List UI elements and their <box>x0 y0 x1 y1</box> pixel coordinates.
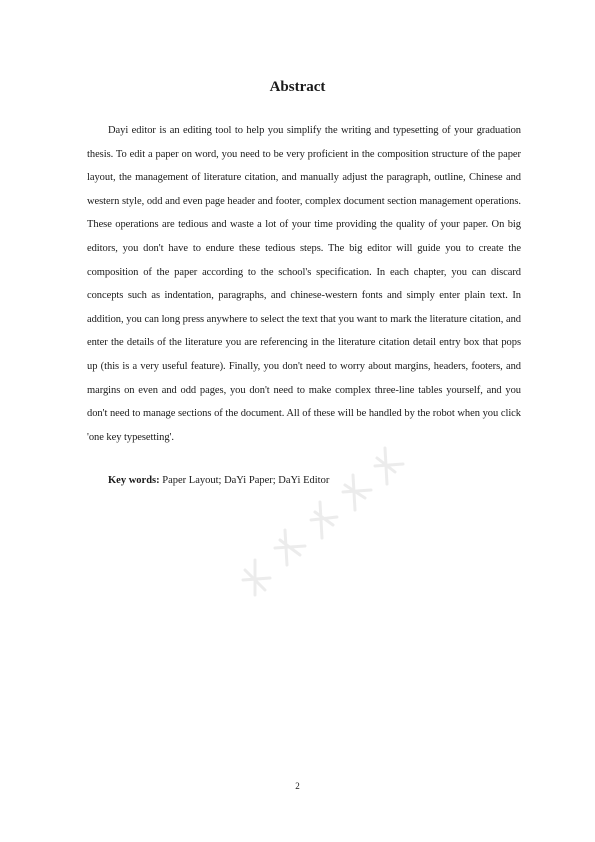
page-number: 2 <box>295 781 300 791</box>
keywords-value: Paper Layout; DaYi Paper; DaYi Editor <box>159 475 330 486</box>
keywords-label: Key words: <box>108 475 160 486</box>
page-title: Abstract <box>269 79 326 95</box>
abstract-paragraph: Dayi editor is an editing tool to help you simplify the writing and typesetting of your graduation thesis. To edit a paper on word, you need to be very proficient in the composition structure of the paper layout, the management of literature citation, and manually adjust the paragraph, outline, Chinese and western style, odd and even page header and footer, complex document section management operations. These operations are tedious and waste a lot of your time providing the quality of your paper. On big editors, you don't have to endure these tedious steps. The big editor will guide you to create the composition of the paper according to the school's specification. In each chapter, you can discard concepts such as indentation, paragraphs, and chinese-western fonts and simply enter plain text. In addition, you can long press anywhere to select the text that you want to mark the literature citation, and enter the details of the literature you are referencing in the literature citation detail entry box that pops up (this is a very useful feature). Finally, you don't need to worry about margins, headers, footers, and margins on even and odd pages, you don't need to make complex three-line tables yourself, and you don't need to manage sections of the document. All of these will be handled by the robot when you click 'one key typesetting'. <box>87 125 521 443</box>
watermark-mark <box>225 420 425 620</box>
keywords-line <box>87 469 521 493</box>
